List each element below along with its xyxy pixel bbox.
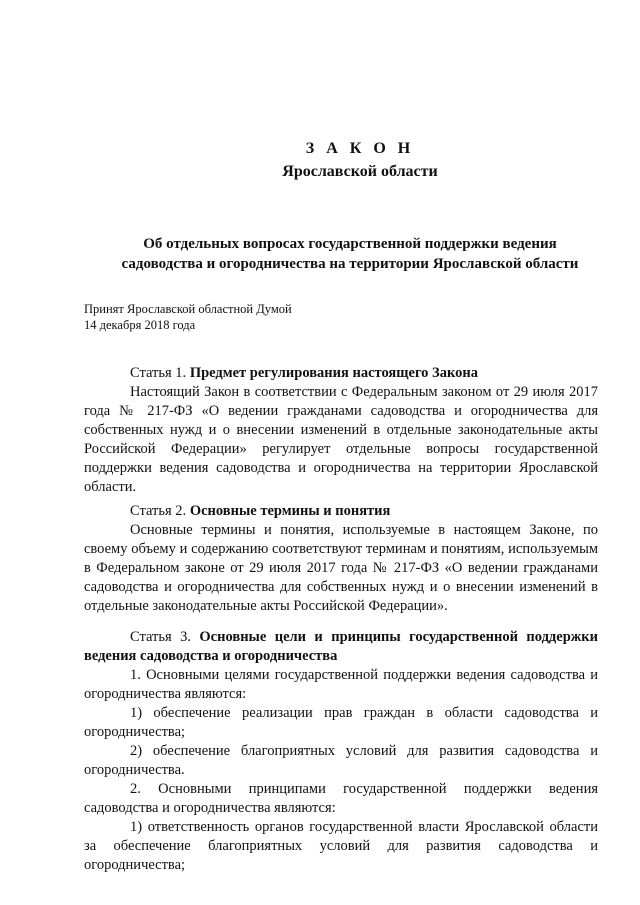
article-paragraph: Основные термины и понятия, используемые в настоящем Законе, по своему объему и содержанию соответствуют терминам и понятиям, используемым в Федеральном законе от 29 июля 2017 года № 217-ФЗ «О ведении гражданами садоводства и огородничества для собственных нужд и о внесении изменений в отдельные законодательные акты Российской Федерации». <box>84 522 598 614</box>
article-heading <box>84 502 598 521</box>
adoption-note: Принят Ярославской областной Думой <box>84 302 292 316</box>
article-paragraph: 2) обеспечение благоприятных условий для развития садоводства и огородничества. <box>84 743 598 778</box>
law-region: Ярославской области <box>282 163 438 180</box>
article-paragraph: 2. Основными принципами государственной поддержки ведения садоводства и огородничества являются: <box>84 781 598 816</box>
article-title: Основные цели и принципы государственной поддержки ведения садоводства и огородничества <box>84 629 598 664</box>
article-3 <box>84 628 598 875</box>
article-heading <box>84 364 598 383</box>
article-heading <box>84 628 598 666</box>
adoption-date: 14 декабря 2018 года <box>84 318 196 332</box>
article-paragraph: 1. Основными целями государственной поддержки ведения садоводства и огородничества являются: <box>84 667 598 702</box>
article-1 <box>84 364 598 497</box>
article-paragraph: 1) обеспечение реализации прав граждан в области садоводства и огородничества; <box>84 705 598 740</box>
article-number: Статья 3. <box>130 629 200 645</box>
article-paragraph: Настоящий Закон в соответствии с Федеральным законом от 29 июля 2017 года № 217-ФЗ «О ведении гражданами садоводства и огородничества для собственных нужд и о внесении изменений в отдельные законодательные акты Российской Федерации» регулирует отдельные вопросы государственной поддержки ведения садоводства и огородничества на территории Ярославской области. <box>84 384 598 495</box>
article-paragraph: 1) ответственность органов государственной власти Ярославской области за обеспечение благоприятных условий для развития садоводства и огородничества; <box>84 819 598 873</box>
article-title: Предмет регулирования настоящего Закона <box>189 365 478 381</box>
article-2 <box>84 502 598 616</box>
article-number: Статья 1. <box>130 365 190 381</box>
law-subtitle-line-2: садоводства и огородничества на территории Ярославской области <box>121 256 579 272</box>
law-title: З А К О Н <box>305 140 415 157</box>
article-title: Основные термины и понятия <box>189 503 391 519</box>
law-subtitle-line-1: Об отдельных вопросах государственной поддержки ведения <box>143 236 557 252</box>
article-number: Статья 2. <box>130 503 190 519</box>
